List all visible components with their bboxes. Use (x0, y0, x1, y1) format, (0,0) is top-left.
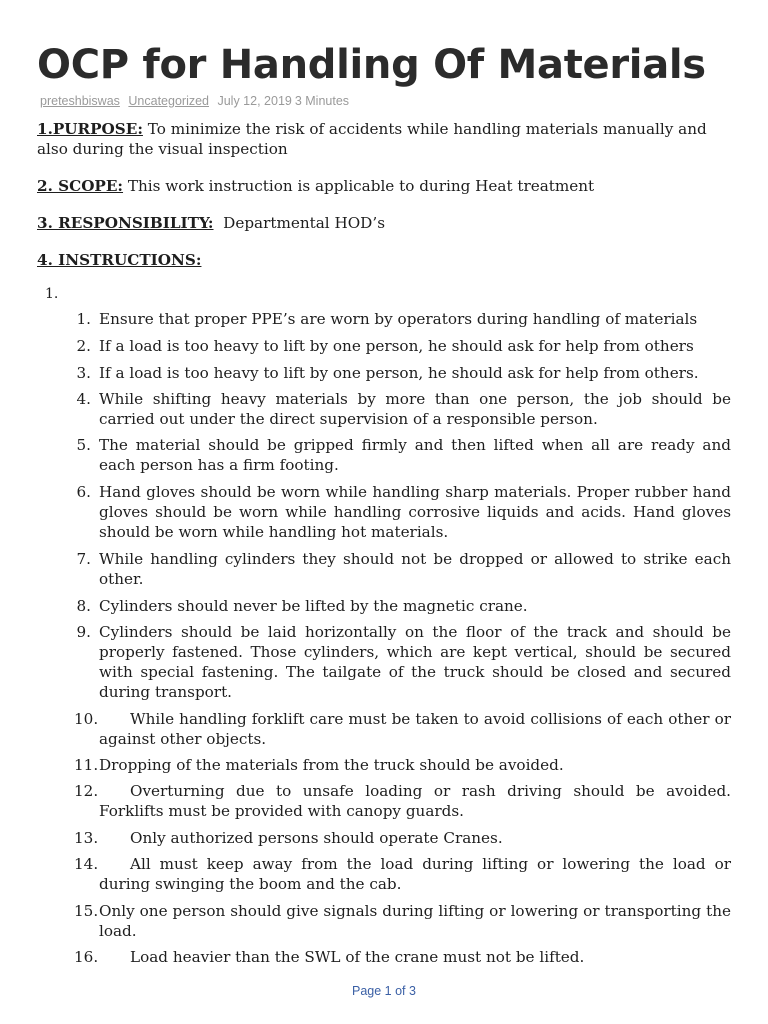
list-item-text: Ensure that proper PPE’s are worn by operators during handling of materials (99, 310, 698, 328)
read-time: 3 Minutes (294, 94, 350, 108)
list-item-text: Hand gloves should be worn while handling sharp materials. Proper rubber hand gloves should be worn while handling corrosive liquids and acids. Hand gloves should be worn while handling hot materials. (99, 483, 731, 541)
list-item-text: Dropping of the materials from the truck should be avoided. (99, 756, 564, 774)
list-item-number: 7. (76, 550, 91, 568)
list-item-text: Load heavier than the SWL of the crane must not be lifted. (130, 948, 585, 966)
list-item-text: Only one person should give signals during lifting or lowering or transporting the load. (99, 902, 731, 940)
list-item-number: 1. (76, 310, 91, 328)
outer-list-number: 1. (45, 286, 59, 302)
list-item-number: 15. (74, 902, 99, 920)
instructions-section (37, 250, 731, 270)
page-indicator: Page 1 of 3 (352, 984, 416, 998)
scope-text: This work instruction is applicable to during Heat treatment (123, 177, 595, 195)
list-item-text: Cylinders should never be lifted by the magnetic crane. (99, 597, 528, 615)
instructions-heading: 4. INSTRUCTIONS: (37, 251, 202, 269)
list-item-text: While shifting heavy materials by more than one person, the job should be carried out under the direct supervision of a responsible person. (99, 390, 731, 428)
list-item-number: 3. (76, 364, 91, 382)
author-link[interactable]: preteshbiswas (40, 94, 120, 108)
purpose-heading: 1.PURPOSE: (37, 120, 143, 138)
list-item-text: If a load is too heavy to lift by one person, he should ask for help from others (99, 337, 694, 355)
list-item-number: 9. (76, 623, 91, 641)
list-item-number: 4. (76, 390, 91, 408)
list-item-number: 8. (76, 597, 91, 615)
page-title: OCP for Handling Of Materials (37, 42, 706, 88)
purpose-text: To minimize the risk of accidents while handling materials manually and also during the visual inspection (37, 120, 707, 158)
post-date: July 12, 2019 (217, 94, 292, 108)
list-item-number: 13. (74, 829, 99, 847)
scope-section (37, 176, 731, 196)
purpose-section (37, 119, 731, 159)
list-item-number: 16. (74, 948, 99, 966)
list-item-text: If a load is too heavy to lift by one person, he should ask for help from others. (99, 364, 699, 382)
responsibility-text: Departmental HOD’s (213, 214, 385, 232)
list-item-number: 12. (74, 782, 99, 800)
list-item-text: The material should be gripped firmly and then lifted when all are ready and each person has a firm footing. (99, 436, 731, 474)
category-link[interactable]: Uncategorized (128, 94, 209, 108)
list-item-number: 5. (76, 436, 91, 454)
list-item-number: 10. (74, 710, 99, 728)
post-meta (40, 94, 354, 108)
list-item-text: Overturning due to unsafe loading or rash driving should be avoided. Forklifts must be provided with canopy guards. (99, 782, 731, 820)
list-item-text: While handling cylinders they should not be dropped or allowed to strike each other. (99, 550, 731, 588)
list-item-text: All must keep away from the load during lifting or lowering the load or during swinging the boom and the cab. (99, 855, 731, 893)
scope-heading: 2. SCOPE: (37, 177, 124, 195)
responsibility-heading: 3. RESPONSIBILITY: (37, 214, 214, 232)
list-item-text: Cylinders should be laid horizontally on the floor of the track and should be properly fastened. Those cylinders, which are kept vertical, should be secured with special fastening. The tailgate of the truck should be closed and secured during transport. (99, 623, 731, 701)
list-item-number: 11. (74, 756, 99, 774)
list-item-text: While handling forklift care must be taken to avoid collisions of each other or against other objects. (99, 710, 731, 748)
list-item-text: Only authorized persons should operate Cranes. (130, 829, 503, 847)
list-item-number: 6. (76, 483, 91, 501)
list-item-number: 14. (74, 855, 99, 873)
responsibility-section (37, 213, 731, 233)
list-item-number: 2. (76, 337, 91, 355)
